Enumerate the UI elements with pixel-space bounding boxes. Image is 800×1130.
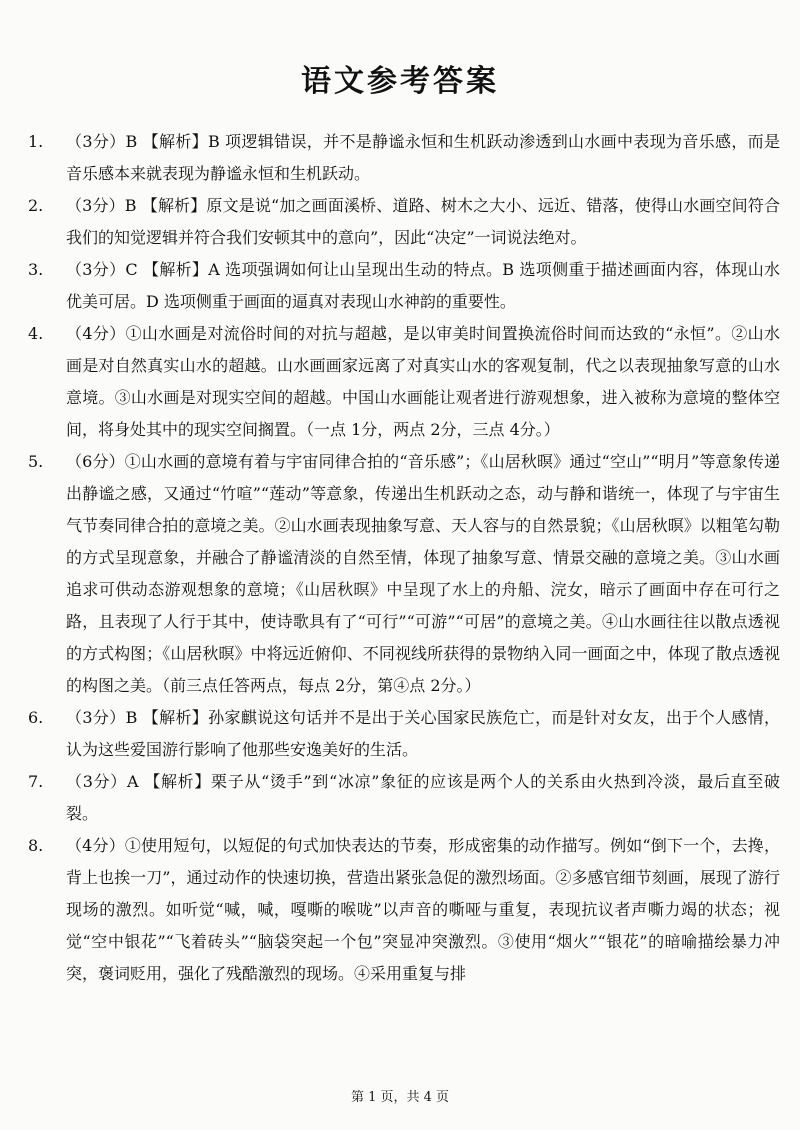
answer-item-8 [28, 830, 780, 990]
answer-text: （6分）①山水画的意境有着与宇宙同律合拍的“音乐感”；《山居秋暝》通过“空山”“明月”等意象传递出静谧之感，又通过“竹喧”“莲动”等意象，传递出生机跃动之态，动与静和谐统一，体现了与宇宙生气节奏同律合拍的意境之美。②山水画表现抽象写意、天人容与的自然景貌；《山居秋暝》以粗笔勾勒的方式呈现意象，并融合了静谧清淡的自然至情，体现了抽象写意、情景交融的意境之美。③山水画追求可供动态游观想象的意境；《山居秋暝》中呈现了水上的舟船、浣女，暗示了画面中存在可行之路，且表现了人行于其中，使诗歌具有了“可行”“可游”“可居”的意境之美。④山水画往往以散点透视的方式构图；《山居秋暝》中将远近俯仰、不同视线所获得的景物纳入同一画面之中，体现了散点透视的构图之美。（前三点任答两点，每点 2分，第④点 2分。） [66, 452, 780, 695]
answer-number: 3. [28, 260, 44, 279]
answer-text: （4分）①使用短句，以短促的句式加快表达的节奏，形成密集的动作描写。例如“倒下一个，去搀，背上也挨一刀”，通过动作的快速切换，营造出紧张急促的激烈场面。②多感官细节刻画，展现了游行现场的激烈。如听觉“喊，喊，嘎嘶的喉咙”以声音的嘶哑与重复，表现抗议者声嘶力竭的状态；视觉“空中银花”“飞着砖头”“脑袋突起一个包”突显冲突激烈。③使用“烟火”“银花”的暗喻描绘暴力冲突，褒词贬用，强化了残酷激烈的现场。④采用重复与排 [66, 836, 780, 983]
page-footer: 第 1 页，共 4 页 [350, 1090, 450, 1105]
answer-number: 4. [28, 324, 44, 343]
answer-text: （3分）B 【解析】孙家麒说这句话并不是出于关心国家民族危亡，而是针对女友，出于个人感情，认为这些爱国游行影响了他那些安逸美好的生活。 [66, 708, 780, 759]
answer-text: （4分）①山水画是对流俗时间的对抗与超越，是以审美时间置换流俗时间而达致的“永恒”。②山水画是对自然真实山水的超越。山水画画家远离了对真实山水的客观复制，代之以表现抽象写意的山水意境。③山水画是对现实空间的超越。中国山水画能让观者进行游观想象，进入被称为意境的整体空间，将身处其中的现实空间搁置。（一点 1分，两点 2分，三点 4分。） [66, 324, 780, 439]
answer-item-3 [28, 254, 780, 318]
answer-list [28, 126, 780, 990]
answer-item-6 [28, 702, 780, 766]
answer-number: 1. [28, 132, 44, 151]
answer-number: 7. [28, 772, 44, 791]
answer-text: （3分）B 【解析】原文是说“加之画面溪桥、道路、树木之大小、远近、错落，使得山水画空间符合我们的知觉逻辑并符合我们安顿其中的意向”，因此“决定”一词说法绝对。 [66, 196, 780, 247]
page-title: 语文参考答案 [301, 64, 499, 99]
answer-number: 8. [28, 836, 44, 855]
answer-item-5 [28, 446, 780, 702]
answer-item-1 [28, 126, 780, 190]
answer-number: 5. [28, 452, 44, 471]
answer-number: 6. [28, 708, 44, 727]
answer-text: （3分）C 【解析】A 选项强调如何让山呈现出生动的特点。B 选项侧重于描述画面内容，体现山水优美可居。D 选项侧重于画面的逼真对表现山水神韵的重要性。 [66, 260, 780, 311]
answer-number: 2. [28, 196, 44, 215]
answer-text: （3分）A 【解析】栗子从“烫手”到“冰凉”象征的应该是两个人的关系由火热到冷淡，最后直至破裂。 [66, 772, 780, 823]
answer-item-2 [28, 190, 780, 254]
answer-item-4 [28, 318, 780, 446]
answer-item-7 [28, 766, 780, 830]
answer-text: （3分）B 【解析】B 项逻辑错误，并不是静谧永恒和生机跃动渗透到山水画中表现为音乐感，而是音乐感本来就表现为静谧永恒和生机跃动。 [66, 132, 780, 183]
